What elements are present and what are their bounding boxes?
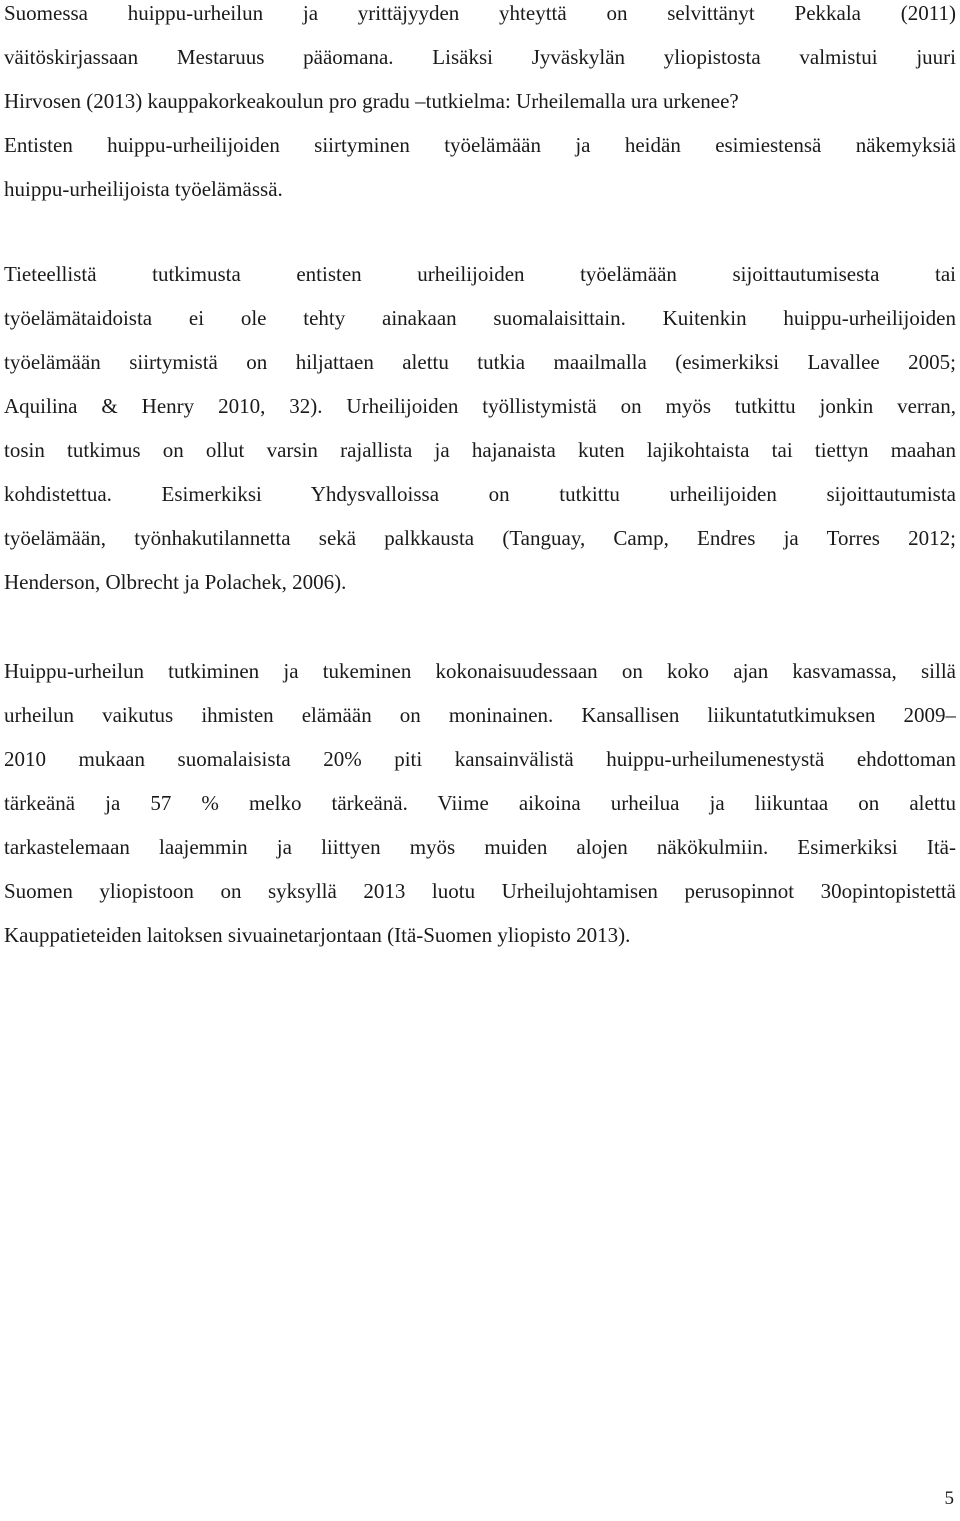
text-line: työelämätaidoista ei ole tehty ainakaan suomalaisittain. Kuitenkin huippu-urheilijoiden [4, 306, 956, 330]
text-line: Kauppatieteiden laitoksen sivuainetarjontaan (Itä-Suomen yliopisto 2013). [4, 923, 631, 947]
text-line: Suomessa huippu-urheilun ja yrittäjyyden yhteyttä on selvittänyt Pekkala (2011) [4, 1, 956, 25]
text-line: väitöskirjassaan Mestaruus pääomana. Lisäksi Jyväskylän yliopistosta valmistui juuri [4, 45, 956, 69]
text-line: Entisten huippu-urheilijoiden siirtyminen työelämään ja heidän esimiestensä näkemyksiä [4, 133, 956, 157]
page-number: 5 [944, 1488, 954, 1509]
paragraph-3 [4, 649, 956, 957]
text-line: Tieteellistä tutkimusta entisten urheilijoiden työelämään sijoittautumisesta tai [4, 262, 956, 286]
text-line: tarkastelemaan laajemmin ja liittyen myös muiden alojen näkökulmiin. Esimerkiksi Itä- [4, 835, 956, 859]
text-line: työelämään, työnhakutilannetta sekä palkkausta (Tanguay, Camp, Endres ja Torres 2012; [4, 526, 956, 550]
text-line: tosin tutkimus on ollut varsin rajallista ja hajanaista kuten lajikohtaista tai tiettyn maahan [4, 438, 956, 462]
paragraph-1 [4, 0, 956, 211]
text-line: huippu-urheilijoista työelämässä. [4, 177, 283, 201]
text-line: Huippu-urheilun tutkiminen ja tukeminen kokonaisuudessaan on koko ajan kasvamassa, sillä [4, 659, 956, 683]
paragraph-2 [4, 252, 956, 604]
text-line: Hirvosen (2013) kauppakorkeakoulun pro gradu –tutkielma: Urheilemalla ura urkenee? [4, 89, 739, 113]
text-line: kohdistettua. Esimerkiksi Yhdysvalloissa on tutkittu urheilijoiden sijoittautumista [4, 482, 956, 506]
text-line: työelämään siirtymistä on hiljattaen alettu tutkia maailmalla (esimerkiksi Lavallee 2005; [4, 350, 956, 374]
text-line: Suomen yliopistoon on syksyllä 2013 luotu Urheilujohtamisen perusopinnot 30opintopistettä [4, 879, 956, 903]
text-line: tärkeänä ja 57 % melko tärkeänä. Viime aikoina urheilua ja liikuntaa on alettu [4, 791, 956, 815]
text-line: urheilun vaikutus ihmisten elämään on moninainen. Kansallisen liikuntatutkimuksen 2009– [4, 703, 956, 727]
text-line: Aquilina & Henry 2010, 32). Urheilijoiden työllistymistä on myös tutkittu jonkin verran, [4, 394, 956, 418]
text-line: 2010 mukaan suomalaisista 20% piti kansainvälistä huippu-urheilumenestystä ehdottoman [4, 747, 956, 771]
text-line: Henderson, Olbrecht ja Polachek, 2006). [4, 570, 347, 594]
